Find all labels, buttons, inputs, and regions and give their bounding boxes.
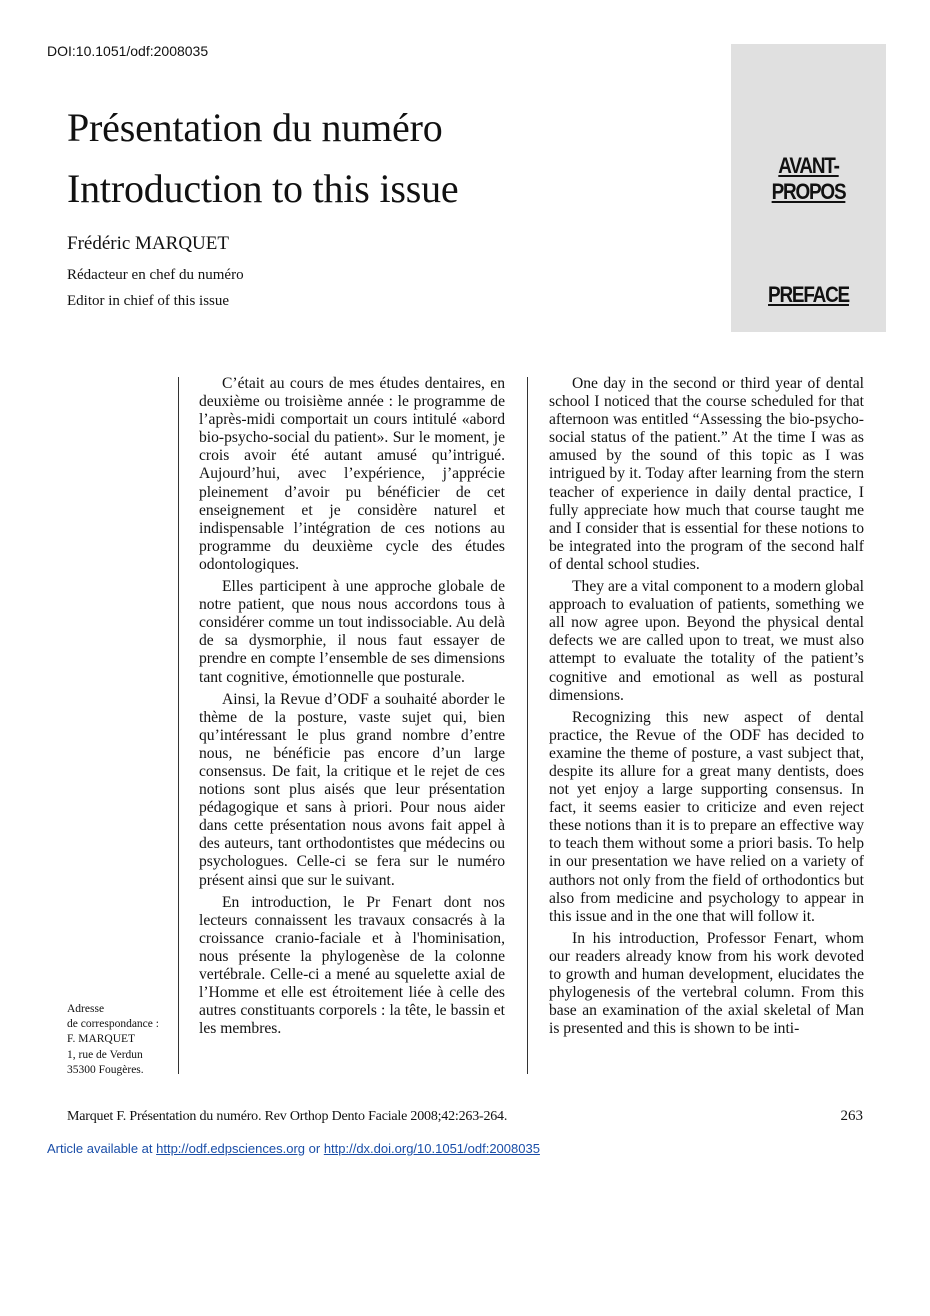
journal-site-link[interactable]: http://odf.edpsciences.org	[156, 1141, 305, 1156]
affiliation-english: Editor in chief of this issue	[67, 293, 230, 309]
page-number: 263	[840, 1108, 863, 1124]
doi-link[interactable]: http://dx.doi.org/10.1051/odf:2008035	[323, 1141, 540, 1156]
french-paragraph: En introduction, le Pr Fenart dont nos lecteurs connaissent les travaux consacrés à la croissance cranio-faciale et à l'hominisation, nous présente la phylogenèse de la colonne vertébrale. Celle-ci a mené au squelette axial de l’Homme et elle est étroitement liée à celle des autres constituants corporels : la tête, le bassin et les membres.	[199, 893, 505, 1038]
english-text-column	[549, 375, 864, 1042]
french-paragraph: Elles participent à une approche globale de notre patient, que nous nous accordons tous à considérer comme un tout indissociable. Au delà de sa dysmorphie, il nous faut essayer de prendre en compte l’ensemble de ses dimensions tant cognitive, émotionnelle que posturale.	[199, 578, 505, 686]
availability-prefix: Article available at	[47, 1141, 153, 1156]
section-label-box	[731, 44, 886, 332]
english-paragraph: Recognizing this new aspect of dental practice, the Revue of the ODF has decided to examine the theme of posture, a vast subject that, despite its allure for a great many dentists, does not yet enjoy a large supporting consensus. In fact, it seems easier to criticize and even reject these notions than it is to prepare an effective way to teach them without some a priori basis. To help in our presentation we have relied on a variety of authors not only from the field of orthodontics but also from medicine and psychology to appear in this issue and in the one that will follow it.	[549, 708, 864, 925]
correspondence-address	[67, 1002, 159, 1078]
address-label-continued: de correspondance :	[67, 1018, 159, 1031]
address-street: 1, rue de Verdun	[67, 1048, 143, 1061]
availability-line	[47, 1141, 540, 1156]
column-divider-middle	[527, 377, 528, 1074]
title-english: Introduction to this issue	[67, 166, 459, 211]
address-name: F. MARQUET	[67, 1033, 136, 1046]
french-paragraph: Ainsi, la Revue d’ODF a souhaité aborder le thème de la posture, vaste sujet qui, bien qu’intéressant le plus grand nombre d’entre nous, ne bénéficie pas encore d’un large consensus. De fait, la critique et le rejet de ces notions sont plus aisés que leur présentation pédagogique et sans à priori. Pour nous aider dans cette présentation nous avons fait appel à des auteurs, tant orthodontistes que médecins ou psychologues. Celle-ci se fera sur le numéro présent ainsi que sur le suivant.	[199, 690, 505, 889]
french-text-column	[199, 375, 505, 1042]
address-city: 35300 Fougères.	[67, 1063, 144, 1076]
french-paragraph: C’était au cours de mes études dentaires, en deuxième ou troisième année : le programme de l’après-midi comportait un cours intitulé «abord bio-psycho-social du patient». Sur le moment, je crois avoir été autant amusé qu’intrigué. Aujourd’hui, avec l’expérience, j’apprécie pleinement d’avoir pu bénéficier de cet enseignement et je considère naturel et indispensable l’intégration de ces notions au programme du deuxième cycle des études odontologiques.	[199, 375, 505, 573]
doi-header: DOI:10.1051/odf:2008035	[47, 43, 209, 59]
citation-footer: Marquet F. Présentation du numéro. Rev Orthop Dento Faciale 2008;42:263-264.	[67, 1109, 508, 1124]
section-label-english: PREFACE	[768, 282, 849, 307]
english-paragraph: In his introduction, Professor Fenart, whom our readers already know from his work devoted to growth and human development, elucidates the phylogenesis of the vertebral column. From this base an examination of the axial skeletal of Man is presented and this is shown to be inti-	[549, 929, 864, 1038]
affiliation-french: Rédacteur en chef du numéro	[67, 267, 244, 283]
column-divider-left	[178, 377, 179, 1074]
availability-connector: or	[308, 1141, 321, 1156]
title-french: Présentation du numéro	[67, 105, 443, 150]
english-paragraph: They are a vital component to a modern global approach to evaluation of patients, something we all now agree upon. Beyond the physical dental defects we are called upon to treat, we must also attempt to evaluate the totality of the patient’s cognitive and emotional as well as postural dimensions.	[549, 578, 864, 704]
author-name: Frédéric MARQUET	[67, 233, 229, 254]
section-label-french: AVANT-PROPOS	[771, 153, 846, 204]
address-label: Adresse	[67, 1003, 105, 1015]
english-paragraph: One day in the second or third year of dental school I noticed that the course scheduled for that afternoon was entitled “Assessing the bio-psycho-social status of the patient.” At the time I was as amused by the sound of this topic as I was intrigued by it. Today after learning from the stern teacher of experience in daily dental practice, I fully appreciate how much that course taught me and I consider that is essential for these notions to be integrated into the program of the second half of dental school studies.	[549, 375, 864, 573]
